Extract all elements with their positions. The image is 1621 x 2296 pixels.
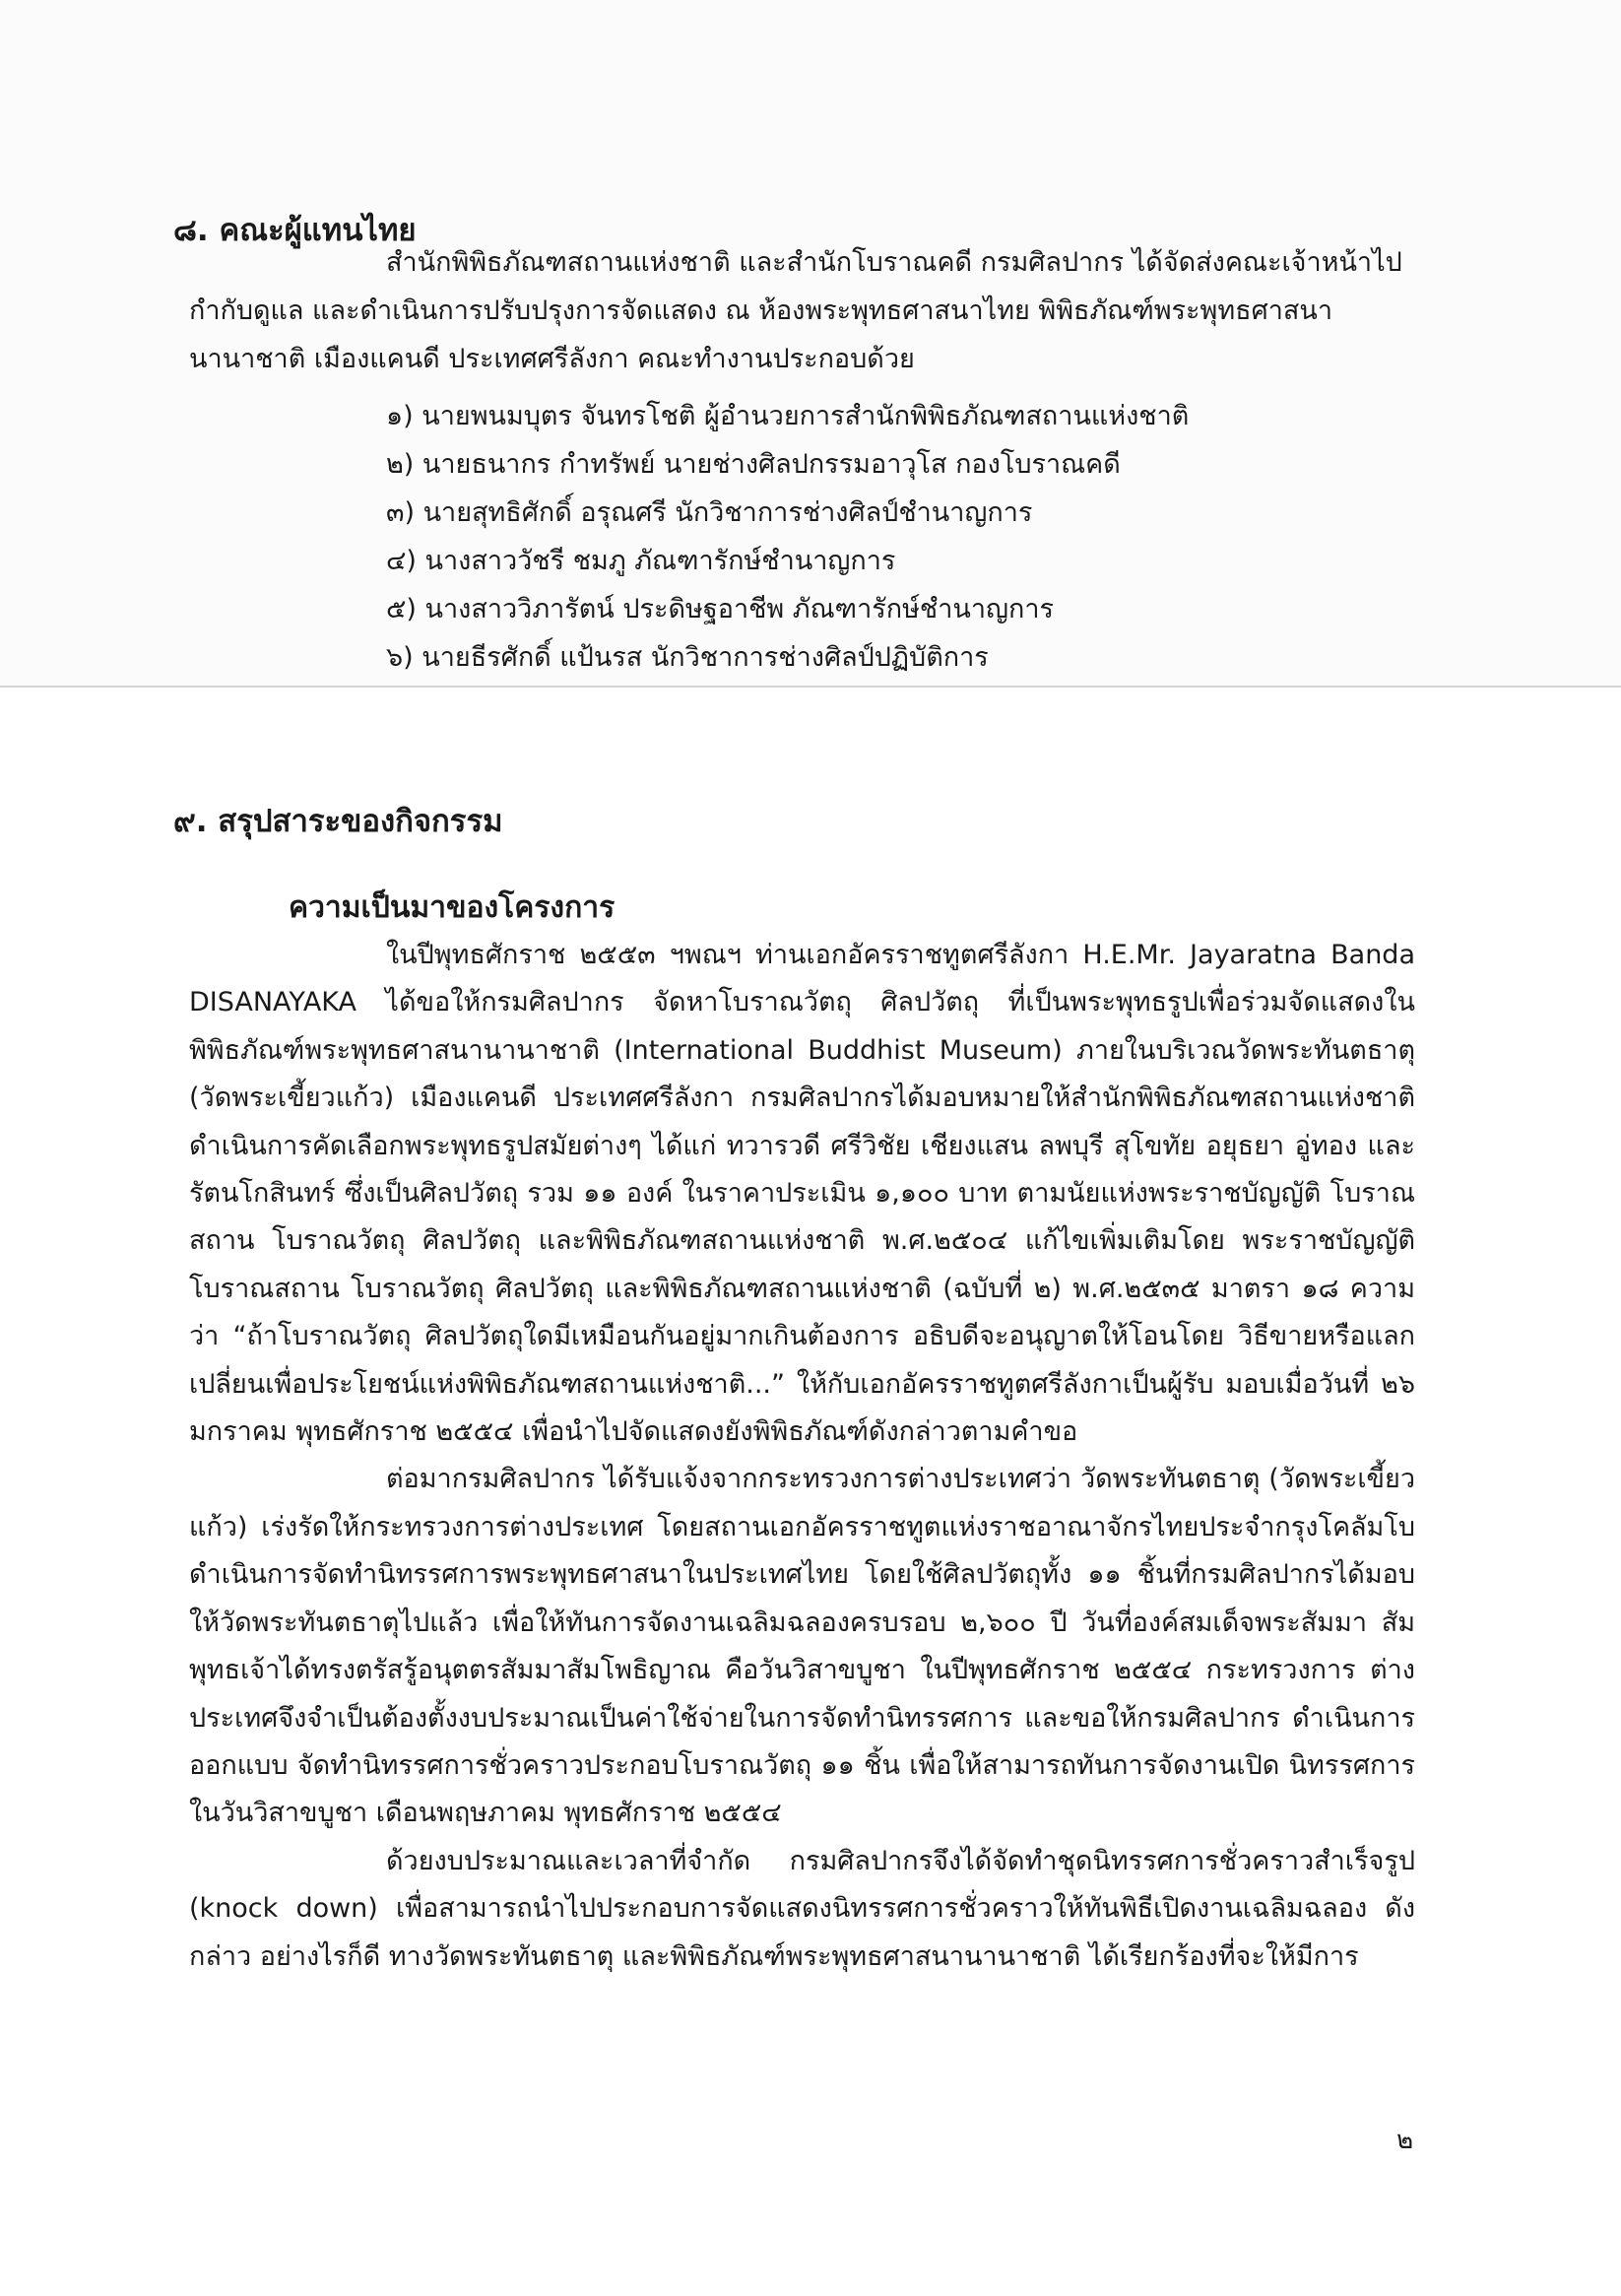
body-paragraph: ด้วยงบประมาณและเวลาที่จำกัด กรมศิลปากรจึงได้จัดทำชุดนิทรรศการชั่วคราวสำเร็จรูป (knock down) เพื่อสามารถนำไปประกอบการจัดแสดงนิทรรศการชั่วคราวให้ทันพิธีเปิดงานเฉลิมฉลอง ดังกล่าว อย่างไรก็ดี ทางวัดพระทันตธาตุ และพิพิธภัณฑ์พระพุทธศาสนานานาชาติ ได้เรียกร้องที่จะให้มีการ (189, 1845, 1415, 1972)
section-8-intro (189, 238, 1415, 383)
delegation-member-list (386, 392, 1189, 682)
body-paragraph: ต่อมากรมศิลปากร ได้รับแจ้งจากกระทรวงการต่างประเทศว่า วัดพระทันตธาตุ (วัดพระเขี้ยว แก้ว) เร่งรัดให้กระทรวงการต่างประเทศ โดยสถานเอกอัครราชทูตแห่งราชอาณาจักรไทยประจำกรุงโคลัมโบ ดำเนินการจัดทำนิทรรศการพระพุทธศาสนาในประเทศไทย โดยใช้ศิลปวัตถุทั้ง ๑๑ ชิ้นที่กรมศิลปากรได้มอบ ให้วัดพระทันตธาตุไปแล้ว เพื่อให้ทันการจัดงานเฉลิมฉลองครบรอบ ๒,๖๐๐ ปี วันที่องค์สมเด็จพระสัมมา สัมพุทธเจ้าได้ทรงตรัสรู้อนุตตรสัมมาสัมโพธิญาณ คือวันวิสาขบูชา ในปีพุทธศักราช ๒๕๕๔ กระทรวงการ ต่างประเทศจึงจำเป็นต้องตั้งงบประมาณเป็นค่าใช้จ่ายในการจัดทำนิทรรศการ และขอให้กรมศิลปากร ดำเนินการออกแบบ จัดทำนิทรรศการชั่วคราวประกอบโบราณวัตถุ ๑๑ ชิ้น เพื่อให้สามารถทันการจัดงานเปิด นิทรรศการในวันวิสาขบูชา เดือนพฤษภาคม พุทธศักราช ๒๕๕๔ (189, 1464, 1415, 1829)
member-item: ๑) นายพนมบุตร จันทรโชติ ผู้อำนวยการสำนักพิพิธภัณฑสถานแห่งชาติ (386, 401, 1190, 431)
member-item: ๔) นางสาววัชรี ชมภู ภัณฑารักษ์ชำนาญการ (386, 546, 896, 576)
section-8-heading: ๘. คณะผู้แทนไทย (173, 213, 417, 248)
page-number: ๒ (1396, 2126, 1414, 2155)
section-9-heading: ๙. สรุปสาระของกิจกรรม (173, 804, 503, 839)
member-item: ๓) นายสุทธิศักดิ์ อรุณศรี นักวิชาการช่างศิลป์ชำนาญการ (386, 497, 1033, 528)
member-item: ๖) นายธีรศักดิ์ แป้นรส นักวิชาการช่างศิลป์ปฏิบัติการ (386, 642, 989, 673)
section-8-intro-text: สำนักพิพิธภัณฑสถานแห่งชาติ และสำนักโบราณคดี กรมศิลปากร ได้จัดส่งคณะเจ้าหน้าไป กำกับดูแล และดำเนินการปรับปรุงการจัดแสดง ณ ห้องพระพุทธศาสนาไทย พิพิธภัณฑ์พระพุทธศาสนา นานาชาติ เมืองแคนดี ประเทศศรีลังกา คณะทำงานประกอบด้วย (189, 247, 1402, 374)
member-item: ๕) นางสาววิภารัตน์ ประดิษฐอาชีพ ภัณฑารักษ์ชำนาญการ (386, 594, 1054, 624)
member-item: ๒) นายธนากร กำทรัพย์ นายช่างศิลปกรรมอาวุโส กองโบราณคดี (386, 449, 1121, 480)
section-9-body (189, 932, 1415, 1981)
body-paragraph: ในปีพุทธศักราช ๒๕๕๓ ฯพณฯ ท่านเอกอัครราชทูตศรีลังกา H.E.Mr. Jayaratna Banda DISANAYAKA ได้ขอให้กรมศิลปากร จัดหาโบราณวัตถุ ศิลปวัตถุ ที่เป็นพระพุทธรูปเพื่อร่วมจัดแสดงใน พิพิธภัณฑ์พระพุทธศาสนานานาชาติ (International Buddhist Museum) ภายในบริเวณวัดพระทันตธาตุ (วัดพระเขี้ยวแก้ว) เมืองแคนดี ประเทศศรีลังกา กรมศิลปากรได้มอบหมายให้สำนักพิพิธภัณฑสถานแห่งชาติ ดำเนินการคัดเลือกพระพุทธรูปสมัยต่างๆ ได้แก่ ทวารวดี ศรีวิชัย เชียงแสน ลพบุรี สุโขทัย อยุธยา อู่ทอง และ รัตนโกสินทร์ ซึ่งเป็นศิลปวัตถุ รวม ๑๑ องค์ ในราคาประเมิน ๑,๑๐๐ บาท ตามนัยแห่งพระราชบัญญัติ โบราณสถาน โบราณวัตถุ ศิลปวัตถุ และพิพิธภัณฑสถานแห่งชาติ พ.ศ.๒๕๐๔ แก้ไขเพิ่มเติมโดย พระราชบัญญัติโบราณสถาน โบราณวัตถุ ศิลปวัตถุ และพิพิธภัณฑสถานแห่งชาติ (ฉบับที่ ๒) พ.ศ.๒๕๓๕ มาตรา ๑๘ ความว่า “ถ้าโบราณวัตถุ ศิลปวัตถุใดมีเหมือนกันอยู่มากเกินต้องการ อธิบดีจะอนุญาตให้โอนโดย วิธีขายหรือแลกเปลี่ยนเพื่อประโยชน์แห่งพิพิธภัณฑสถานแห่งชาติ...” ให้กับเอกอัครราชทูตศรีลังกาเป็นผู้รับ มอบเมื่อวันที่ ๒๖ มกราคม พุทธศักราช ๒๕๕๔ เพื่อนำไปจัดแสดงยังพิพิธภัณฑ์ดังกล่าวตามคำขอ (189, 940, 1415, 1448)
project-background-subheading: ความเป็นมาของโครงการ (289, 890, 616, 925)
page-divider (0, 686, 1621, 688)
